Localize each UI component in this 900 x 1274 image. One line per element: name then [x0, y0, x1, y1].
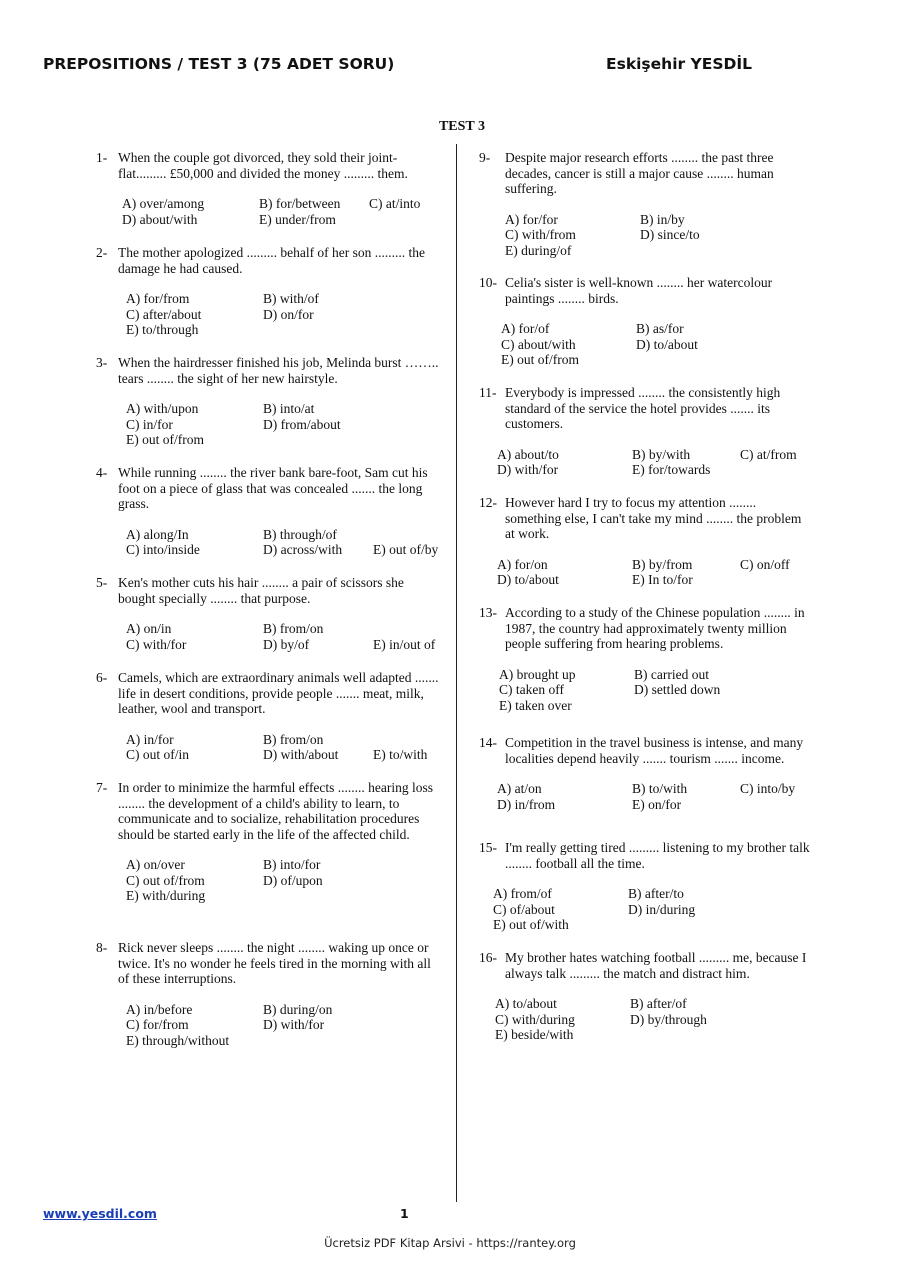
- empty-cell: [628, 917, 736, 933]
- answer-option[interactable]: D) across/with: [263, 542, 343, 557]
- question-15: [479, 840, 814, 933]
- answer-option[interactable]: B) from/on: [263, 731, 324, 747]
- answer-option[interactable]: D) since/to: [640, 227, 700, 242]
- answer-option[interactable]: C) taken off: [499, 682, 564, 697]
- answer-option[interactable]: B) after/to: [628, 886, 684, 901]
- question-stem: [96, 940, 441, 987]
- answer-option[interactable]: A) to/about: [495, 996, 557, 1011]
- question-text: Despite major research efforts ........ the past three decades, cancer is still a major cause ........ human suffering.: [505, 150, 774, 196]
- answer-option[interactable]: A) in/for: [126, 731, 174, 747]
- question-stem: [479, 150, 814, 197]
- empty-cell: [369, 212, 469, 228]
- answer-option[interactable]: D) in/from: [497, 796, 556, 812]
- answer-option[interactable]: E) to/with: [373, 747, 428, 762]
- empty-cell: [373, 1002, 473, 1018]
- answer-option[interactable]: B) by/from: [632, 556, 693, 572]
- answer-option[interactable]: A) on/in: [126, 621, 172, 636]
- answer-option[interactable]: A) at/on: [497, 781, 542, 796]
- answer-option[interactable]: D) settled down: [634, 682, 721, 697]
- answer-option[interactable]: A) for/for: [505, 211, 558, 227]
- answer-option[interactable]: D) with/about: [263, 747, 339, 762]
- answer-options: [96, 196, 441, 227]
- question-number: 15-: [479, 840, 497, 855]
- answer-option[interactable]: D) with/for: [497, 462, 559, 477]
- answer-option[interactable]: C) with/from: [505, 227, 576, 242]
- archive-note: Ücretsiz PDF Kitap Arsivi - https://rantey.org: [324, 1236, 576, 1250]
- answer-option[interactable]: C) into/by: [740, 781, 796, 796]
- question-number: 12-: [479, 495, 497, 510]
- empty-cell: [748, 227, 838, 243]
- answer-option[interactable]: C) on/off: [740, 556, 790, 572]
- question-8: [96, 940, 441, 1048]
- answer-option[interactable]: B) with/of: [263, 291, 319, 306]
- question-7: [96, 780, 441, 904]
- empty-cell: [263, 322, 373, 338]
- question-stem: [96, 465, 441, 512]
- answer-option[interactable]: D) by/through: [630, 1011, 707, 1027]
- question-stem: [96, 355, 441, 386]
- page-number: 1: [400, 1206, 409, 1221]
- empty-cell: [634, 698, 742, 714]
- answer-option[interactable]: B) after/of: [630, 996, 687, 1011]
- answer-option[interactable]: B) as/for: [636, 321, 684, 336]
- question-text: My brother hates watching football ......... me, because I always talk ......... the match and distract him.: [505, 950, 807, 981]
- question-stem: [479, 950, 814, 981]
- question-number: 13-: [479, 605, 497, 620]
- answer-option[interactable]: A) with/upon: [126, 401, 199, 416]
- empty-cell: [736, 902, 826, 918]
- empty-cell: [736, 917, 826, 933]
- answer-option[interactable]: A) in/before: [126, 1001, 193, 1017]
- question-number: 14-: [479, 735, 497, 750]
- empty-cell: [373, 732, 473, 748]
- answer-option[interactable]: A) for/of: [501, 321, 550, 336]
- answer-option[interactable]: B) to/with: [632, 781, 688, 796]
- website-link[interactable]: www.yesdil.com: [43, 1206, 157, 1221]
- answer-option[interactable]: E) out of/with: [493, 917, 569, 932]
- answer-option[interactable]: B) by/with: [632, 446, 691, 462]
- question-text: When the couple got divorced, they sold their joint-flat......... £50,000 and divided the money ......... them.: [118, 150, 408, 181]
- answer-option[interactable]: E) out of/by: [373, 542, 439, 557]
- question-stem: [479, 605, 814, 652]
- question-text: While running ........ the river bank bare-foot, Sam cut his foot on a piece of glass that was concealed ....... the long grass.: [118, 465, 428, 511]
- answer-option[interactable]: A) along/In: [126, 526, 189, 542]
- question-stem: [479, 385, 814, 432]
- answer-options: [96, 857, 441, 904]
- answer-options: [479, 886, 814, 933]
- empty-cell: [373, 857, 473, 873]
- answer-options: [479, 447, 814, 478]
- answer-options: [96, 401, 441, 448]
- question-10: [479, 275, 814, 368]
- answer-option[interactable]: D) to/about: [636, 336, 698, 352]
- answer-option[interactable]: C) at/into: [369, 196, 421, 211]
- question-stem: [479, 275, 814, 306]
- empty-cell: [744, 352, 834, 368]
- question-text: Camels, which are extraordinary animals well adapted ....... life in desert conditions, provide people ....... meat, milk, leather, wool and transport.: [118, 670, 439, 716]
- answer-options: [96, 527, 441, 558]
- question-text: I'm really getting tired ......... listening to my brother talk ........ football all the time.: [505, 840, 810, 871]
- answer-option[interactable]: C) for/from: [126, 1017, 189, 1032]
- answer-option[interactable]: C) out of/from: [126, 872, 205, 888]
- question-number: 7-: [96, 780, 108, 795]
- question-stem: [96, 150, 441, 181]
- question-3: [96, 355, 441, 448]
- question-12: [479, 495, 814, 588]
- empty-cell: [373, 873, 473, 889]
- question-number: 4-: [96, 465, 108, 480]
- publisher-name: Eskişehir YESDİL: [606, 55, 753, 73]
- document-title: PREPOSITIONS / TEST 3 (75 ADET SORU): [43, 55, 395, 73]
- answer-options: [479, 781, 814, 812]
- question-11: [479, 385, 814, 478]
- question-2: [96, 245, 441, 338]
- question-14: [479, 735, 814, 812]
- question-number: 5-: [96, 575, 108, 590]
- answer-option[interactable]: D) by/of: [263, 636, 310, 652]
- question-number: 9-: [479, 150, 491, 165]
- question-stem: [479, 495, 814, 542]
- answer-option[interactable]: A) over/among: [122, 196, 205, 211]
- answer-options: [479, 557, 814, 588]
- question-text: When the hairdresser finished his job, Melinda burst …….. tears ........ the sight of her new hairstyle.: [118, 355, 439, 386]
- empty-cell: [740, 572, 830, 588]
- question-text: However hard I try to focus my attention ........ something else, I can't take my mind ........ the problem at work.: [505, 495, 802, 541]
- question-text: According to a study of the Chinese population ........ in 1987, the country had approximately twenty million people suffering from hearing problems.: [505, 605, 805, 651]
- answer-option[interactable]: E) out of/from: [126, 432, 204, 447]
- question-stem: [96, 575, 441, 606]
- empty-cell: [748, 212, 838, 228]
- empty-cell: [630, 1027, 738, 1043]
- empty-cell: [742, 698, 832, 714]
- test-heading: TEST 3: [438, 119, 486, 134]
- empty-cell: [636, 352, 744, 368]
- empty-cell: [263, 888, 373, 904]
- answer-option[interactable]: D) with/for: [263, 1017, 325, 1032]
- question-text: Rick never sleeps ........ the night ........ waking up once or twice. It's no wonder he feels tired in the morning with all of these interruptions.: [118, 940, 431, 986]
- answer-options: [96, 732, 441, 763]
- answer-option[interactable]: C) with/during: [495, 1011, 575, 1027]
- answer-option[interactable]: E) through/without: [126, 1032, 230, 1048]
- answer-option[interactable]: E) on/for: [632, 796, 682, 812]
- answer-option[interactable]: B) from/on: [263, 621, 324, 636]
- empty-cell: [373, 417, 473, 433]
- answer-option[interactable]: E) In to/for: [632, 572, 693, 587]
- answer-option[interactable]: A) for/on: [497, 556, 548, 572]
- empty-cell: [742, 682, 832, 698]
- answer-option[interactable]: C) at/from: [740, 446, 797, 462]
- question-stem: [96, 670, 441, 717]
- answer-options: [479, 667, 814, 714]
- empty-cell: [373, 621, 473, 637]
- answer-option[interactable]: B) into/at: [263, 401, 315, 416]
- answer-option[interactable]: A) for/from: [126, 291, 190, 306]
- question-stem: [96, 780, 441, 842]
- question-number: 1-: [96, 150, 108, 165]
- answer-option[interactable]: E) under/from: [259, 211, 336, 227]
- empty-cell: [744, 337, 834, 353]
- answer-option[interactable]: D) to/about: [497, 572, 559, 587]
- empty-cell: [738, 1027, 828, 1043]
- question-number: 10-: [479, 275, 497, 290]
- answer-options: [96, 291, 441, 338]
- empty-cell: [738, 1012, 828, 1028]
- question-stem: [479, 840, 814, 871]
- question-6: [96, 670, 441, 763]
- empty-cell: [736, 886, 826, 902]
- answer-option[interactable]: E) to/through: [126, 322, 199, 337]
- answer-option[interactable]: B) for/between: [259, 196, 341, 211]
- answer-option[interactable]: D) from/about: [263, 416, 341, 432]
- empty-cell: [373, 1017, 473, 1033]
- empty-cell: [740, 462, 830, 478]
- answer-options: [479, 321, 814, 368]
- empty-cell: [744, 321, 834, 337]
- empty-cell: [373, 291, 473, 307]
- answer-option[interactable]: E) for/towards: [632, 462, 711, 477]
- answer-options: [479, 996, 814, 1043]
- question-16: [479, 950, 814, 1043]
- empty-cell: [742, 667, 832, 683]
- question-text: The mother apologized ......... behalf of her son ......... the damage he had caused.: [118, 245, 426, 276]
- question-number: 6-: [96, 670, 108, 685]
- answer-option[interactable]: A) from/of: [493, 886, 552, 901]
- question-number: 8-: [96, 940, 108, 955]
- question-text: Competition in the travel business is intense, and many localities depend heavily ....... tourism ....... income.: [505, 735, 804, 766]
- answer-option[interactable]: D) on/for: [263, 306, 314, 322]
- question-number: 2-: [96, 245, 108, 260]
- answer-option[interactable]: A) brought up: [499, 666, 576, 682]
- answer-option[interactable]: B) into/for: [263, 857, 321, 872]
- answer-option[interactable]: C) into/inside: [126, 542, 200, 557]
- empty-cell: [738, 996, 828, 1012]
- answer-option[interactable]: E) beside/with: [495, 1027, 574, 1042]
- answer-option[interactable]: C) after/about: [126, 306, 202, 322]
- answer-option[interactable]: C) of/about: [493, 901, 555, 917]
- question-9: [479, 150, 814, 258]
- answer-options: [96, 621, 441, 652]
- question-text: In order to minimize the harmful effects ........ hearing loss ........ the development of a child's ability to learn, to communicate and to socialize, rehabilitation procedures should be started early in the life of the affected child.: [118, 780, 434, 842]
- answer-option[interactable]: C) in/for: [126, 416, 173, 432]
- empty-cell: [373, 401, 473, 417]
- question-4: [96, 465, 441, 558]
- answer-options: [96, 1002, 441, 1049]
- empty-cell: [740, 797, 830, 813]
- answer-option[interactable]: A) on/over: [126, 857, 185, 872]
- empty-cell: [640, 243, 748, 259]
- question-5: [96, 575, 441, 652]
- answer-option[interactable]: B) through/of: [263, 526, 337, 542]
- question-text: Celia's sister is well-known ........ her watercolour paintings ........ birds.: [505, 275, 773, 306]
- empty-cell: [748, 243, 838, 259]
- question-number: 3-: [96, 355, 108, 370]
- question-stem: [479, 735, 814, 766]
- answer-option[interactable]: C) about/with: [501, 336, 576, 352]
- answer-option[interactable]: D) about/with: [122, 211, 198, 227]
- answer-option[interactable]: D) of/upon: [263, 872, 323, 888]
- empty-cell: [373, 888, 473, 904]
- empty-cell: [373, 432, 473, 448]
- answer-option[interactable]: E) taken over: [499, 697, 572, 713]
- answer-option[interactable]: B) during/on: [263, 1001, 333, 1017]
- empty-cell: [373, 527, 473, 543]
- empty-cell: [373, 307, 473, 323]
- empty-cell: [373, 322, 473, 338]
- question-number: 16-: [479, 950, 497, 965]
- answer-option[interactable]: E) in/out of: [373, 636, 436, 652]
- answer-option[interactable]: B) carried out: [634, 666, 709, 682]
- question-text: Everybody is impressed ........ the consistently high standard of the service the hotel provides ....... its customers.: [505, 385, 781, 431]
- question-1: [96, 150, 441, 227]
- answer-option[interactable]: E) out of/from: [501, 352, 579, 367]
- empty-cell: [263, 432, 373, 448]
- question-13: [479, 605, 814, 713]
- answer-option[interactable]: B) in/by: [640, 211, 685, 227]
- question-text: Ken's mother cuts his hair ........ a pair of scissors she bought specially ........ that purpose.: [118, 575, 404, 606]
- answer-option[interactable]: D) in/during: [628, 901, 696, 917]
- empty-cell: [373, 1033, 473, 1049]
- answer-option[interactable]: A) about/to: [497, 446, 559, 462]
- question-number: 11-: [479, 385, 497, 400]
- answer-option[interactable]: C) with/for: [126, 636, 187, 652]
- empty-cell: [263, 1033, 373, 1049]
- answer-options: [479, 212, 814, 259]
- answer-option[interactable]: E) during/of: [505, 242, 572, 258]
- question-stem: [96, 245, 441, 276]
- answer-option[interactable]: E) with/during: [126, 888, 206, 903]
- answer-option[interactable]: C) out of/in: [126, 747, 189, 762]
